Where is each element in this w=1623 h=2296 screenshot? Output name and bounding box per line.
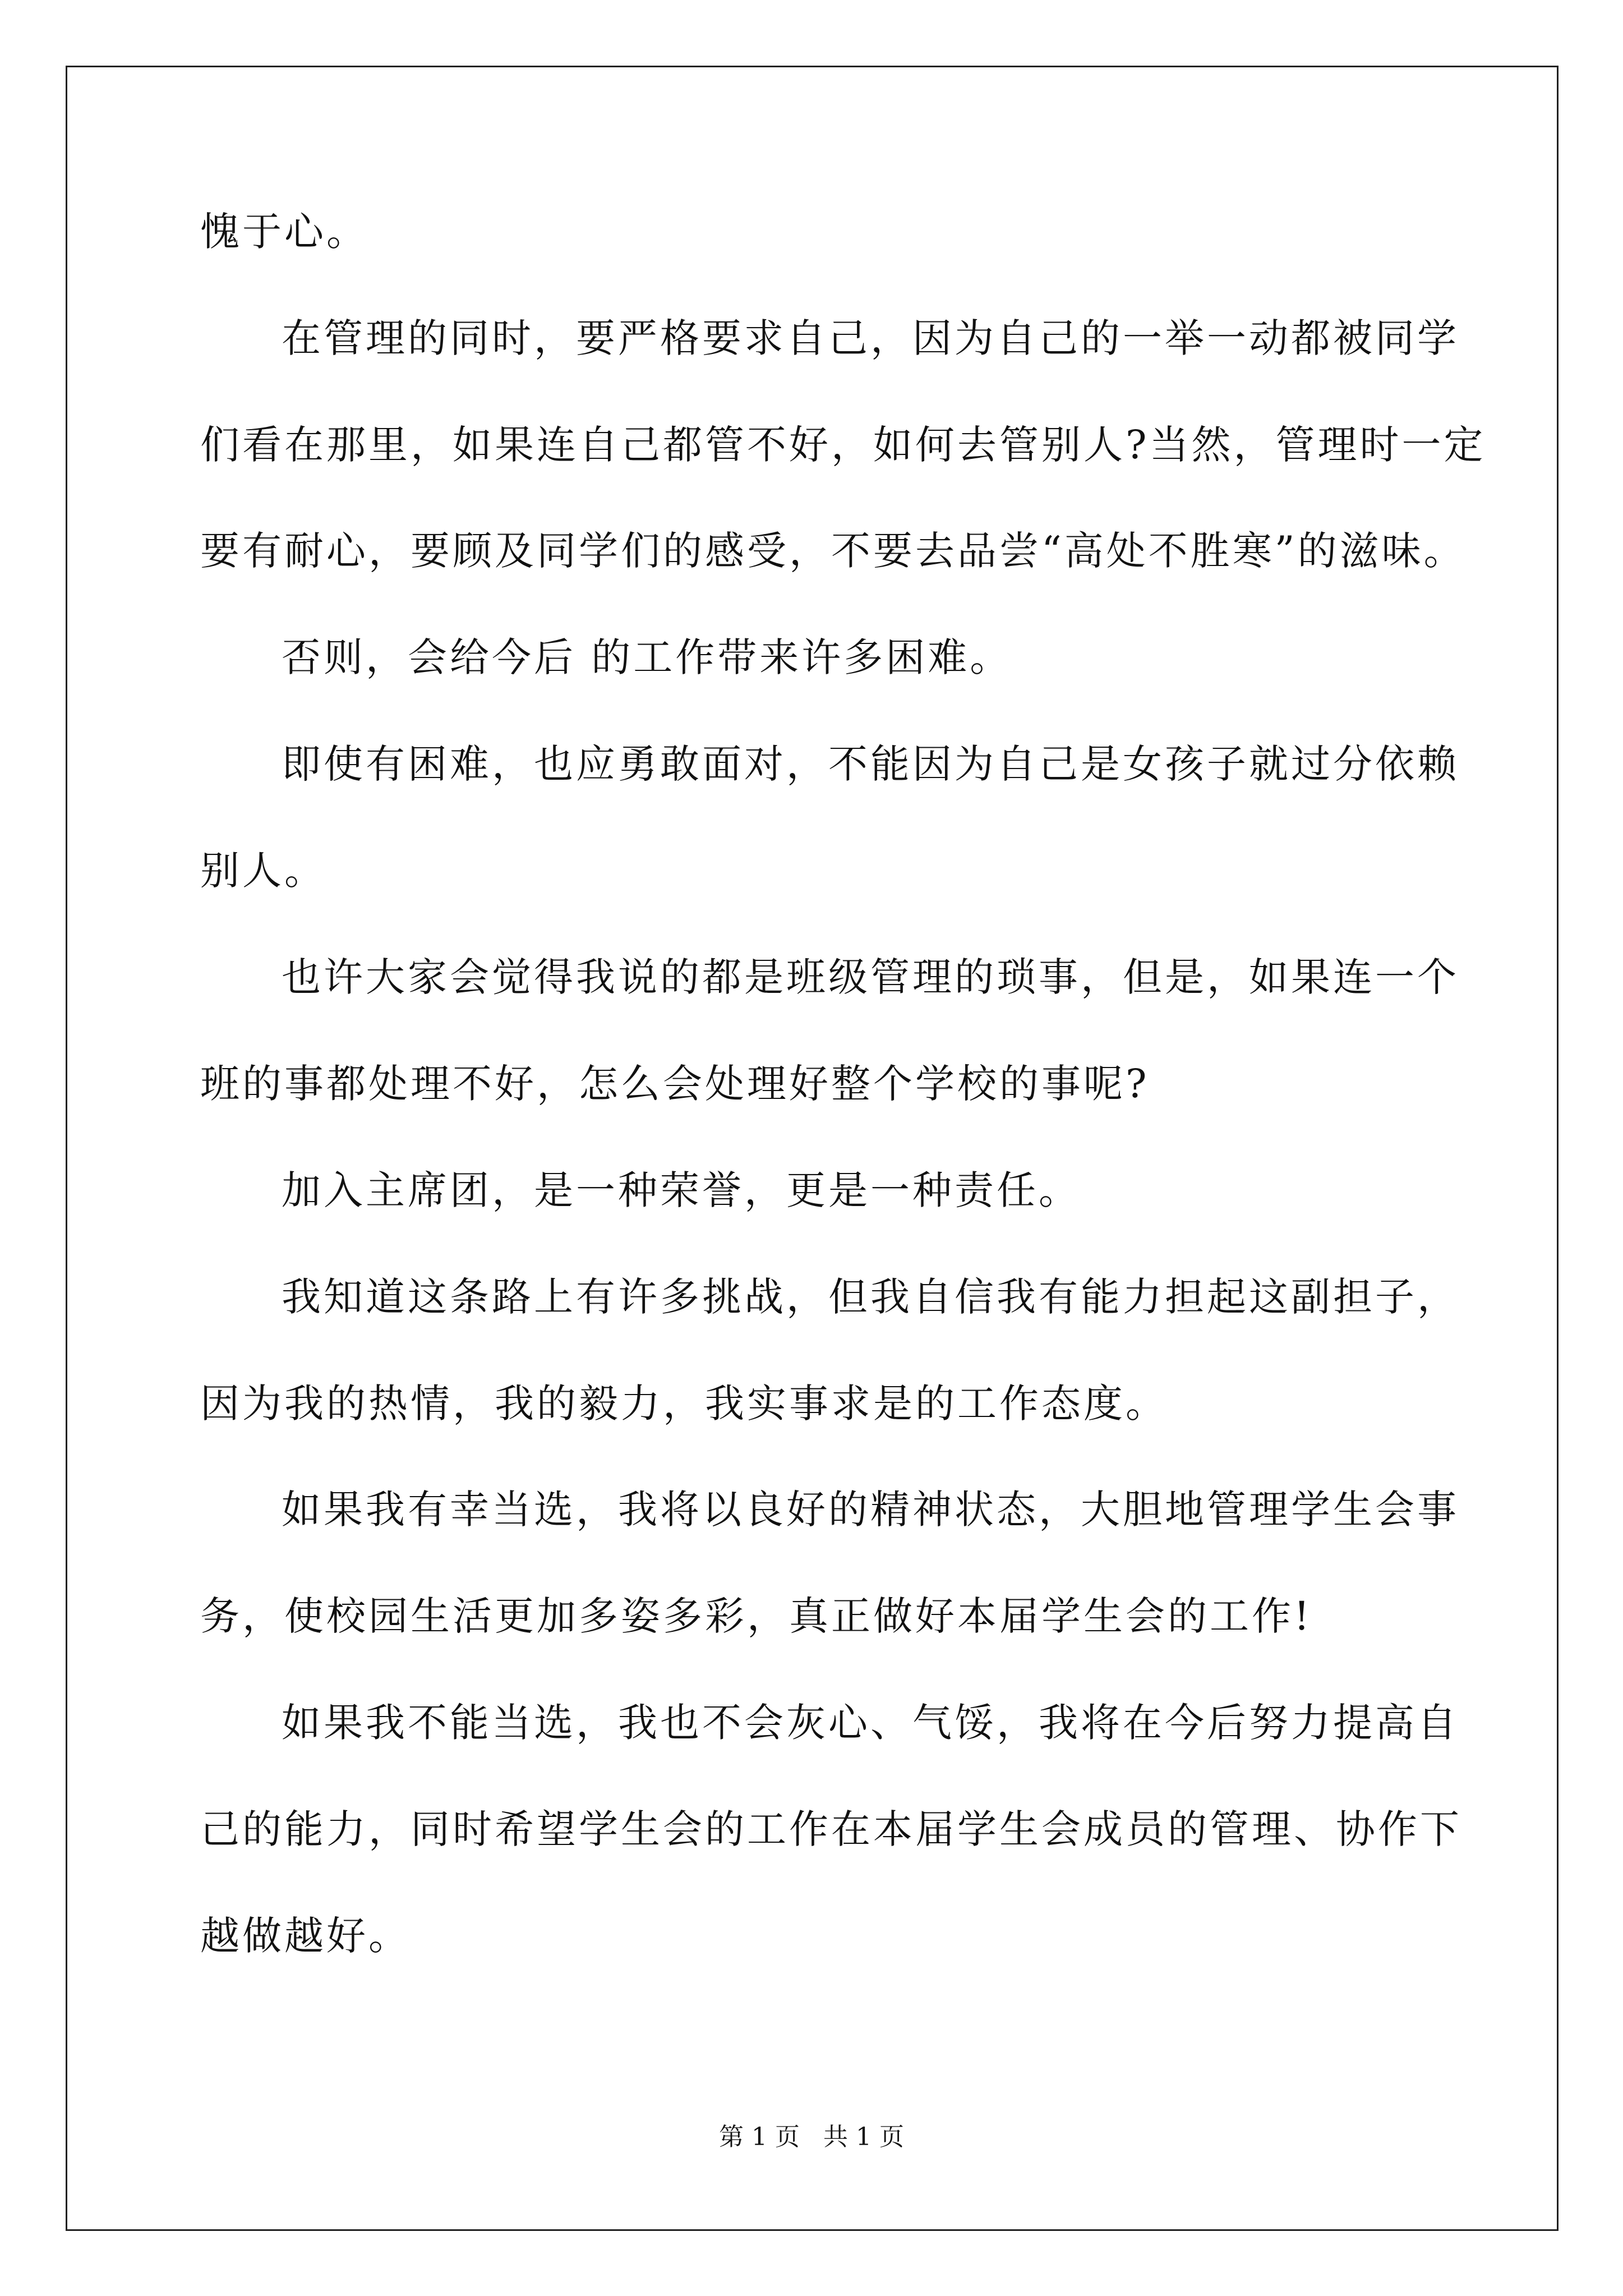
text-line: 在管理的同时，要严格要求自己，因为自己的一举一动都被同学 (282, 315, 1459, 361)
text-line: 如果我有幸当选，我将以良好的精神状态，大胆地管理学生会事 (282, 1487, 1459, 1533)
text-line: 愧于心。 (200, 209, 368, 255)
text-line: 加入主席团，是一种荣誉，更是一种责任。 (282, 1167, 1081, 1213)
text-line: 要有耐心，要顾及同学们的感受，不要去品尝“高处不胜寒”的滋味。 (200, 528, 1466, 574)
text-line: 己的能力，同时希望学生会的工作在本届学生会成员的管理、协作下 (200, 1806, 1462, 1852)
text-line: 也许大家会觉得我说的都是班级管理的琐事，但是，如果连一个 (282, 954, 1459, 1000)
text-line: 班的事都处理不好，怎么会处理好整个学校的事呢? (200, 1061, 1150, 1107)
page-number: 第 1 页 共 1 页 (719, 2123, 904, 2151)
text-line: 务，使校园生活更加多姿多彩，真正做好本届学生会的工作! (200, 1593, 1313, 1639)
text-line: 如果我不能当选，我也不会灰心、气馁，我将在今后努力提高自 (282, 1700, 1459, 1746)
text-line: 因为我的热情，我的毅力，我实事求是的工作态度。 (200, 1381, 1168, 1427)
text-line: 越做越好。 (200, 1913, 411, 1959)
text-line: 即使有困难，也应勇敢面对，不能因为自己是女孩子就过分依赖 (282, 741, 1459, 787)
text-line: 我知道这条路上有许多挑战，但我自信我有能力担起这副担子， (282, 1274, 1459, 1320)
page-frame (66, 66, 1559, 2231)
text-line: 否则，会给今后 的工作带来许多困难。 (282, 634, 1012, 680)
text-line: 们看在那里，如果连自己都管不好，如何去管别人?当然，管理时一定 (200, 422, 1486, 468)
text-line: 别人。 (200, 848, 326, 894)
